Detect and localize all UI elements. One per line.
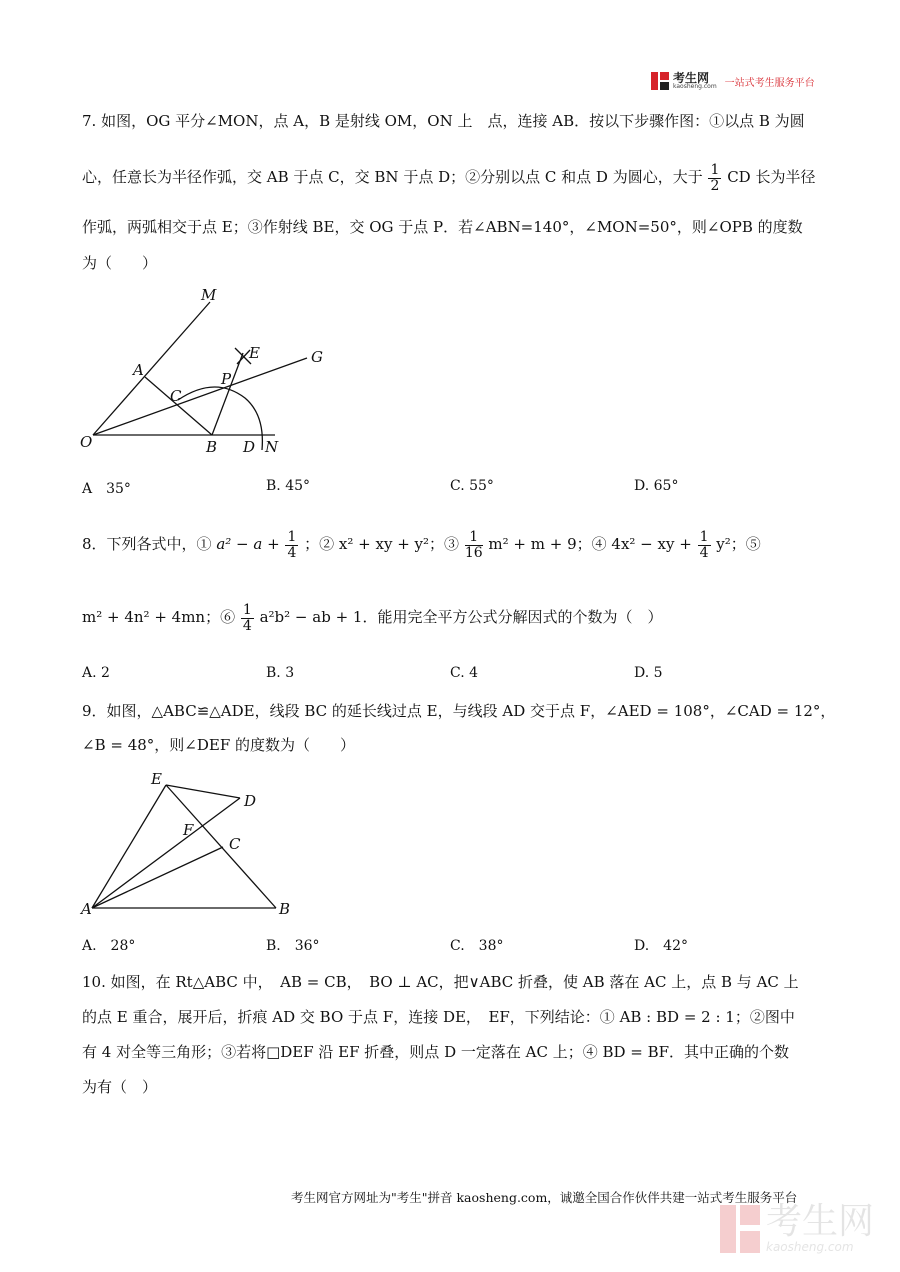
segment-ac (92, 847, 223, 908)
q9-option-c: C. 38° (450, 938, 504, 954)
segment-ad (92, 798, 240, 908)
q8-frac1-den: 4 (287, 544, 297, 561)
q8-option-b: B. 3 (266, 665, 295, 681)
q9-option-a: A. 28° (82, 938, 136, 954)
q8-frac6-num: 1 (242, 602, 252, 618)
segment-eb (166, 785, 276, 908)
segment-ab (145, 377, 212, 435)
q7-line2 (82, 163, 815, 193)
q8-frac1-num: 1 (287, 529, 297, 545)
q8-prefix: 8．下列各式中，① (82, 535, 212, 554)
q8-frac4-num: 1 (699, 529, 709, 545)
q10-line1: 10. 如图，在 Rt△ABC 中， AB = CB， BO ⊥ AC，把∨ABC 折叠，使 AB 落在 AC 上，点 B 与 AC 上 (82, 973, 799, 991)
header-logo (651, 72, 815, 90)
q10-line2: 的点 E 重合，展开后，折痕 AD 交 BO 于点 F，连接 DE， EF，下列结论：① AB : BD = 2 : 1；②图中 (82, 1008, 795, 1026)
label-p: P (221, 370, 232, 388)
q8-line2 (82, 603, 662, 633)
q8-option-a: A. 2 (82, 665, 110, 681)
kaosheng-logo-icon (651, 72, 669, 90)
label-d: D (243, 438, 256, 456)
q7-line3: 作弧，两弧相交于点 E；③作射线 BE，交 OG 于点 P．若∠ABN=140°，∠MON=50°，则∠OPB 的度数 (82, 218, 803, 236)
q8-expr1: a² − a + (216, 535, 280, 554)
label-g: G (311, 348, 323, 366)
segment-ae (92, 785, 166, 908)
label-e: E (151, 770, 162, 788)
q7-fraction (708, 163, 721, 193)
label-b: B (279, 900, 291, 918)
q7-frac-num: 1 (710, 162, 720, 178)
label-a: A (133, 361, 144, 379)
label-f: F (183, 821, 194, 839)
label-c: C (229, 835, 241, 853)
q7-line2a: 心，任意长为半径作弧，交 AB 于点 C，交 BN 于点 D；②分别以点 C 和点 D 为圆心，大于 (82, 168, 703, 187)
watermark-name: 考生网 (766, 1201, 875, 1242)
footer-text: 考生网官方网址为"考生"拼音 kaosheng.com，诚邀全国合作伙伴共建一站式考生服务平台 (291, 1190, 798, 1205)
segment-ed (166, 785, 240, 798)
q7-option-c: C. 55° (450, 478, 494, 494)
q8-frac4-den: 4 (699, 544, 709, 561)
kaosheng-watermark-icon (720, 1205, 760, 1253)
q8-expr3: m² + m + 9；④ 4x² − xy + (488, 535, 692, 554)
label-a: A (81, 900, 92, 918)
label-m: M (201, 286, 217, 304)
q10-line3: 有 4 对全等三角形；③若将□DEF 沿 EF 折叠，则点 D 一定落在 AC 上；④ BD = BF．其中正确的个数 (82, 1043, 790, 1061)
q8-option-d: D. 5 (634, 665, 663, 681)
q7-line4: 为（ ） (82, 254, 158, 272)
q8-frac3-num: 1 (465, 530, 483, 546)
logo-name: 考生网 (673, 71, 710, 85)
q7-option-a: A 35° (82, 481, 131, 497)
q9-option-b: B. 36° (266, 938, 320, 954)
q8-option-c: C. 4 (450, 665, 479, 681)
q8-line2b: a²b² − ab + 1．能用完全平方公式分解因式的个数为（ ） (259, 608, 663, 627)
ray-om (93, 302, 210, 435)
q8-frac6 (241, 603, 254, 633)
q7-frac-den: 2 (710, 177, 720, 194)
q10-line4: 为有（ ） (82, 1078, 158, 1096)
q7-line2b: CD 长为半径 (727, 168, 816, 187)
q7-option-b: B. 45° (266, 478, 311, 494)
q9-figure (75, 765, 305, 925)
q7-option-d: D. 65° (634, 478, 679, 494)
logo-slogan: 一站式考生服务平台 (724, 77, 815, 89)
label-n: N (265, 438, 279, 456)
q9-option-d: D. 42° (634, 938, 688, 954)
label-o: O (80, 433, 93, 451)
q8-line2a: m² + 4n² + 4mn；⑥ (82, 608, 236, 627)
q9-line1: 9．如图，△ABC≌△ADE，线段 BC 的延长线过点 E，与线段 AD 交于点 F，∠AED = 108°，∠CAD = 12°， (82, 702, 836, 720)
label-d: D (244, 792, 257, 810)
watermark-domain: kaosheng.com (766, 1240, 854, 1254)
q7-figure (75, 280, 355, 460)
q7-line1: 7. 如图，OG 平分∠MON，点 A，B 是射线 OM，ON 上 点，连接 AB．按以下步骤作图：①以点 B 为圆 (82, 112, 805, 130)
label-b: B (206, 438, 218, 456)
q8-frac4 (698, 530, 711, 560)
watermark (720, 1201, 875, 1254)
label-e: E (249, 344, 260, 362)
q8-expr4: y²；⑤ (716, 535, 761, 554)
q8-frac3-den: 16 (464, 544, 483, 561)
q8-line1 (82, 530, 761, 560)
q8-frac6-den: 4 (242, 617, 252, 634)
logo-domain: kaosheng.com (673, 83, 717, 90)
label-c: C (170, 387, 182, 405)
q8-frac3 (465, 530, 483, 560)
q8-expr2: ；② x² + xy + y²；③ (304, 535, 460, 554)
q9-line2: ∠B = 48°，则∠DEF 的度数为（ ） (82, 736, 356, 754)
q8-frac1 (285, 530, 298, 560)
ray-og (93, 358, 307, 435)
